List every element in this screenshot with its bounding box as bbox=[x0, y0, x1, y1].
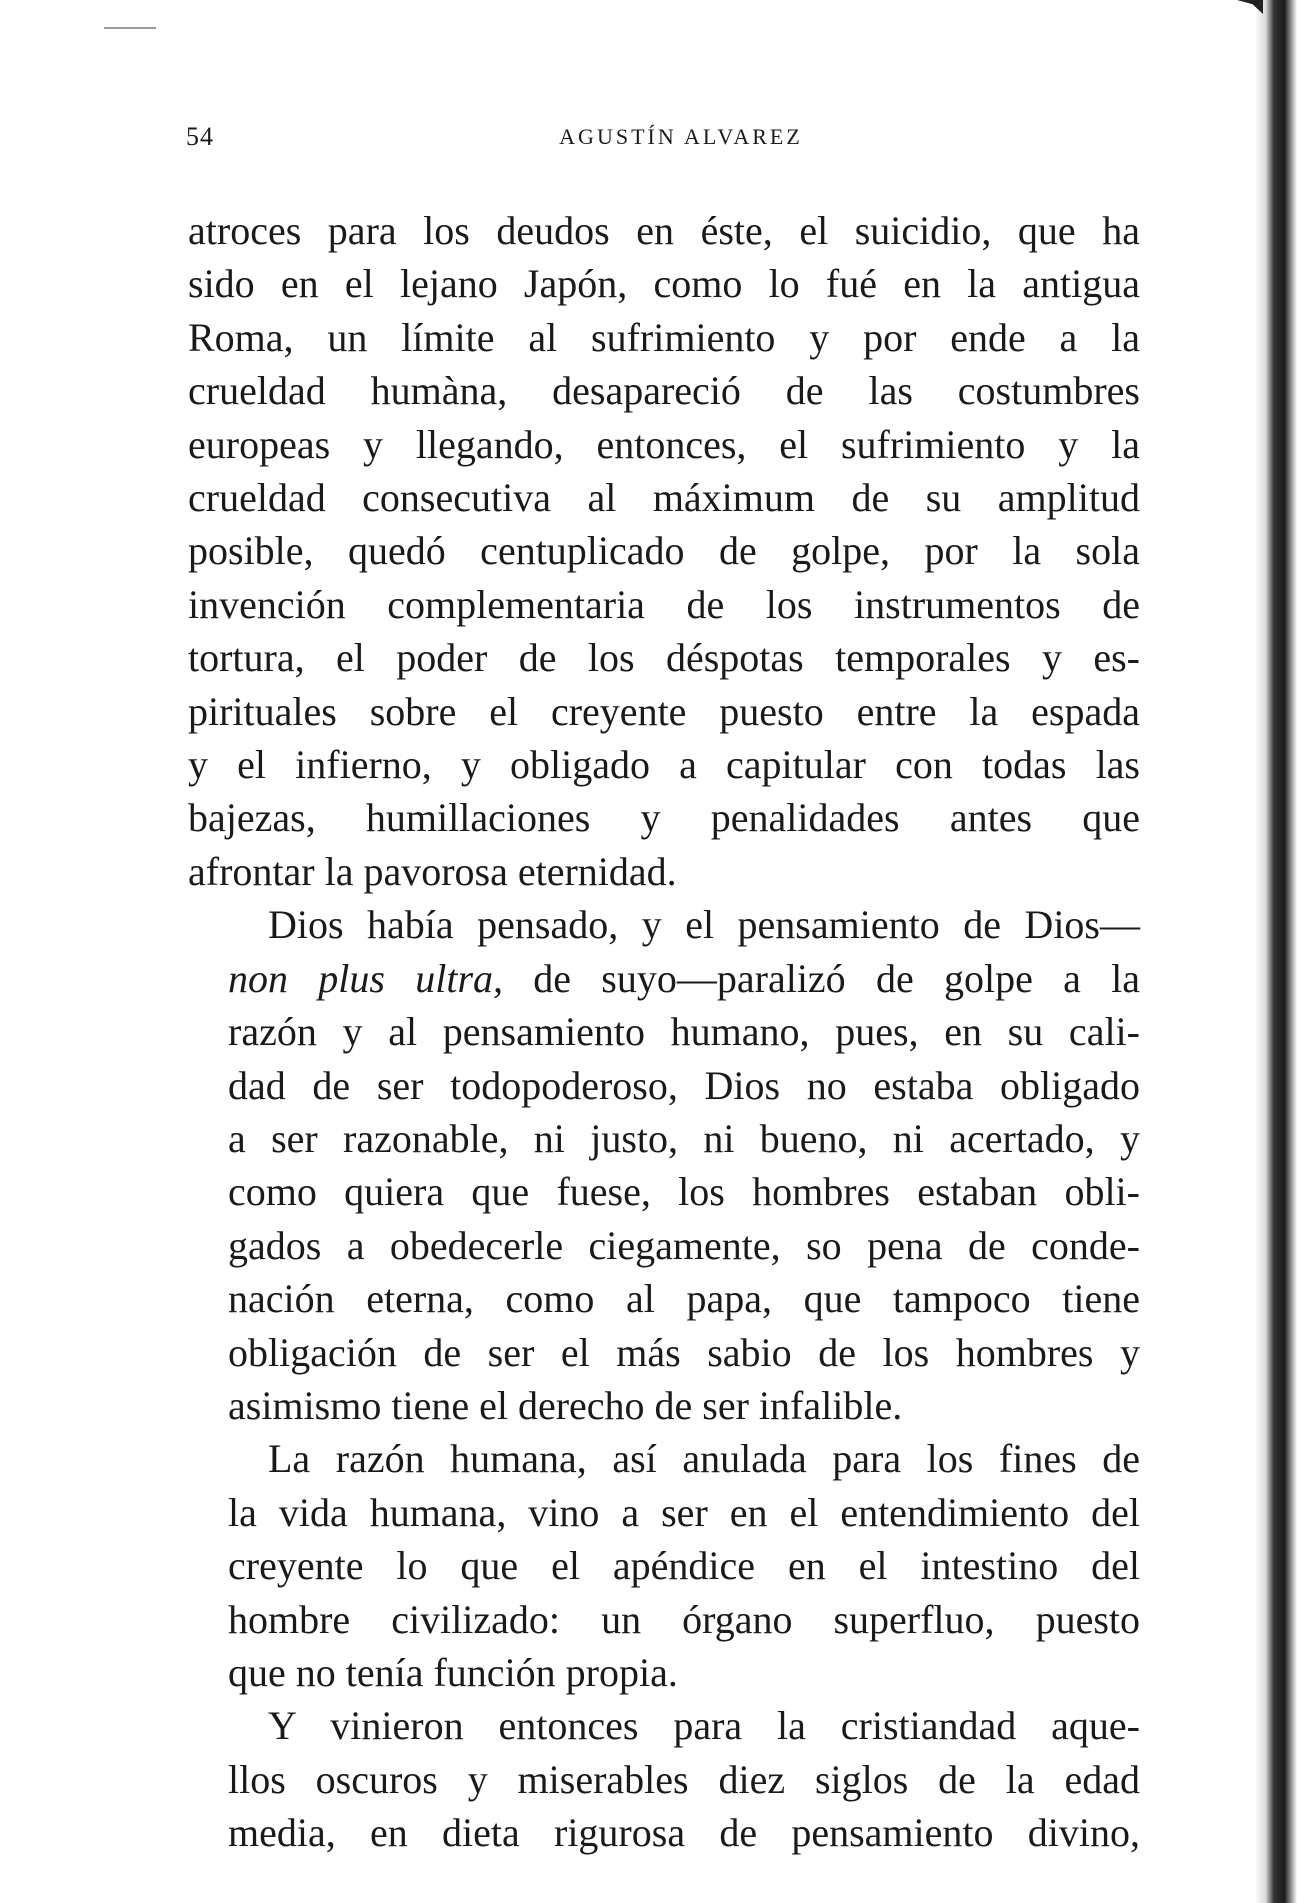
text-line: a ser razonable, ni justo, ni bueno, ni acertado, y bbox=[228, 1115, 1140, 1161]
text-line: que no tenía función propia. bbox=[228, 1649, 678, 1695]
text-line: media, en dieta rigurosa de pensamiento divino, bbox=[228, 1810, 1140, 1856]
paragraph-4 bbox=[188, 1699, 1140, 1859]
text-line: obligación de ser el más sabio de los hombres y bbox=[228, 1329, 1140, 1375]
text-line: afrontar la pavorosa eternidad. bbox=[188, 848, 677, 894]
text-line: invención complementaria de los instrumentos de bbox=[188, 581, 1140, 627]
text-line: como quiera que fuese, los hombres estaban obli- bbox=[228, 1169, 1140, 1215]
text-line: crueldad humàna, desapareció de las costumbres bbox=[188, 368, 1140, 414]
text-segment: de suyo—paralizó de golpe a la bbox=[503, 955, 1140, 1001]
text-line-mixed bbox=[188, 952, 1140, 1005]
text-line: y el infierno, y obligado a capitular con todas las bbox=[188, 742, 1140, 788]
text-line: atroces para los deudos en éste, el suicidio, que ha bbox=[188, 208, 1140, 253]
top-rule bbox=[104, 27, 156, 29]
text-line: pirituales sobre el creyente puesto entre la espada bbox=[188, 688, 1140, 734]
text-line: asimismo tiene el derecho de ser infalible. bbox=[228, 1382, 903, 1428]
text-line: sido en el lejano Japón, como lo fué en la antigua bbox=[188, 261, 1140, 307]
latin-phrase: non plus ultra, bbox=[228, 955, 504, 1001]
text-line: Roma, un límite al sufrimiento y por ende a la bbox=[188, 314, 1140, 360]
paragraph-2 bbox=[188, 898, 1140, 1432]
text-line: posible, quedó centuplicado de golpe, por la sola bbox=[188, 528, 1140, 574]
book-spine-shadow bbox=[1255, 0, 1297, 1903]
text-line: nación eterna, como al papa, que tampoco tiene bbox=[228, 1276, 1140, 1322]
text-line: Dios había pensado, y el pensamiento de Dios— bbox=[268, 902, 1140, 948]
paragraph-3 bbox=[188, 1432, 1140, 1699]
text-line: creyente lo que el apéndice en el intestino del bbox=[228, 1543, 1140, 1589]
text-line: razón y al pensamiento humano, pues, en su cali- bbox=[228, 1009, 1140, 1055]
text-line: llos oscuros y miserables diez siglos de la edad bbox=[228, 1756, 1140, 1802]
running-head-author: AGUSTÍN ALVAREZ bbox=[559, 124, 803, 149]
text-line: gados a obedecerle ciegamente, so pena de conde- bbox=[228, 1222, 1140, 1268]
text-line: La razón humana, así anulada para los fines de bbox=[268, 1436, 1140, 1482]
text-line: dad de ser todopoderoso, Dios no estaba obligado bbox=[228, 1062, 1140, 1108]
text-line: crueldad consecutiva al máximum de su amplitud bbox=[188, 475, 1140, 521]
text-line: la vida humana, vino a ser en el entendimiento del bbox=[228, 1489, 1140, 1535]
page-number: 54 bbox=[186, 122, 214, 151]
text-line: Y vinieron entonces para la cristiandad aque- bbox=[268, 1703, 1140, 1749]
text-line: hombre civilizado: un órgano superfluo, puesto bbox=[228, 1596, 1140, 1642]
running-head bbox=[186, 122, 1176, 162]
text-line: europeas y llegando, entonces, el sufrimiento y la bbox=[188, 421, 1140, 467]
body-text bbox=[188, 204, 1140, 1860]
text-line: tortura, el poder de los déspotas temporales y es- bbox=[188, 635, 1140, 681]
text-line: bajezas, humillaciones y penalidades antes que bbox=[188, 795, 1140, 841]
paragraph-1 bbox=[188, 204, 1140, 898]
